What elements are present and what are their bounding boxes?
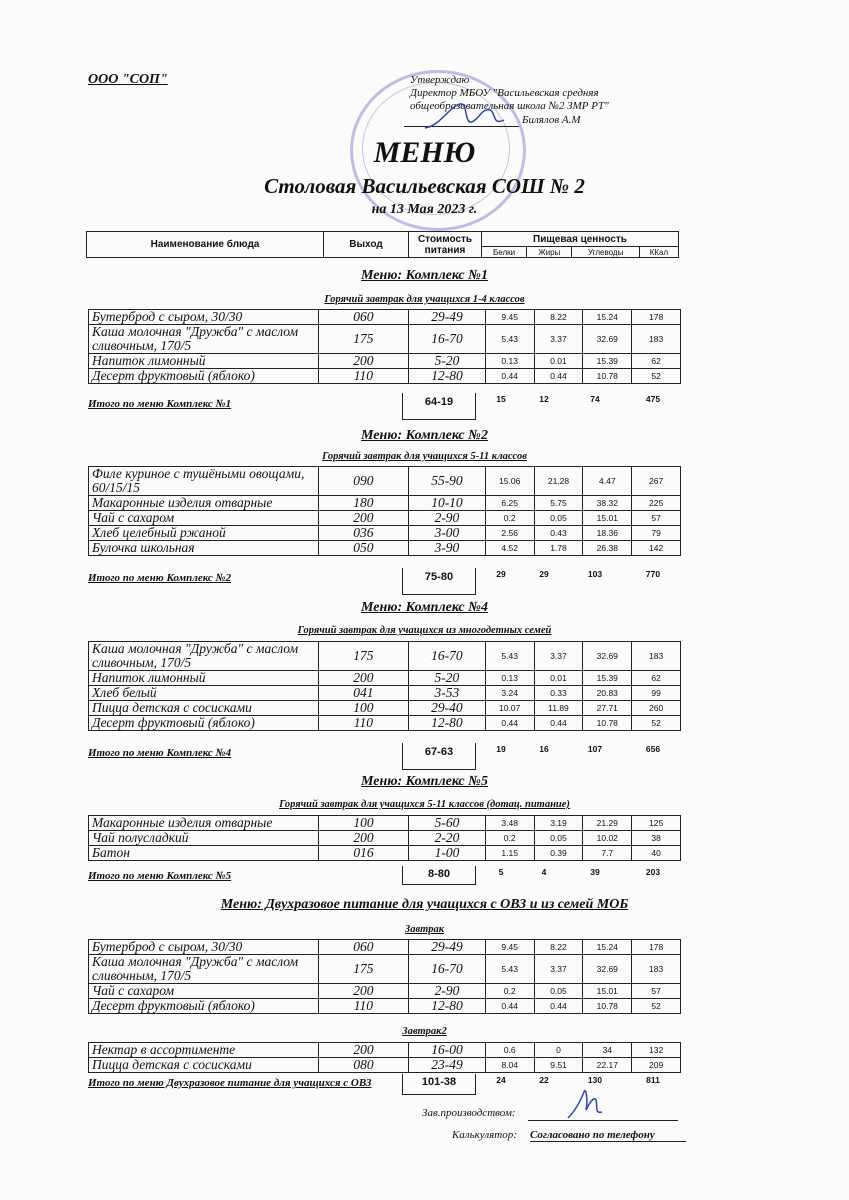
total-cost: 8-80 <box>402 866 476 885</box>
dish-protein: 0.2 <box>485 511 534 526</box>
menu-table-2 <box>88 1042 681 1073</box>
dish-kcal: 142 <box>632 541 681 556</box>
dish-name: Чай с сахаром <box>89 511 319 526</box>
table-row <box>89 467 681 496</box>
dish-cost: 23-49 <box>409 1058 486 1073</box>
dish-kcal: 225 <box>632 496 681 511</box>
dish-protein: 0.13 <box>485 671 534 686</box>
dish-carbs: 18.36 <box>583 526 632 541</box>
dish-name: Макаронные изделия отварные <box>89 496 319 511</box>
header-fat: Жиры <box>527 247 572 258</box>
dish-carbs: 26.38 <box>583 541 632 556</box>
dish-fat: 0.39 <box>534 846 583 861</box>
header-protein: Белки <box>482 247 527 258</box>
dish-fat: 11.89 <box>534 701 583 716</box>
dish-fat: 0.44 <box>534 369 583 384</box>
header-nutrition: Пищевая ценность <box>482 232 679 247</box>
dish-protein: 5.43 <box>485 642 534 671</box>
total-kcal: 811 <box>646 1075 660 1085</box>
dish-yield: 175 <box>318 642 408 671</box>
dish-carbs: 27.71 <box>583 701 632 716</box>
table-row <box>89 999 681 1014</box>
total-protein: 19 <box>496 744 506 754</box>
dish-cost: 29-40 <box>409 701 486 716</box>
table-row <box>89 701 681 716</box>
dish-fat: 3.19 <box>534 816 583 831</box>
dish-yield: 110 <box>318 999 408 1014</box>
dish-name: Напиток лимонный <box>89 354 319 369</box>
dish-name: Бутерброд с сыром, 30/30 <box>89 310 319 325</box>
total-kcal: 656 <box>645 744 661 754</box>
table-row <box>89 831 681 846</box>
dish-kcal: 125 <box>632 816 681 831</box>
dish-cost: 16-70 <box>409 325 486 354</box>
dish-cost: 29-49 <box>409 310 486 325</box>
dish-name: Булочка школьная <box>89 541 319 556</box>
dish-name: Хлеб целебный ржаной <box>89 526 319 541</box>
dish-kcal: 57 <box>632 511 681 526</box>
dish-yield: 060 <box>318 310 408 325</box>
dish-yield: 036 <box>318 526 408 541</box>
total-cost: 75-80 <box>402 568 476 595</box>
dish-name: Пицца детская с сосисками <box>89 1058 319 1073</box>
dish-fat: 9.51 <box>534 1058 583 1073</box>
table-row <box>89 955 681 984</box>
menu-table <box>88 815 681 861</box>
dish-protein: 8.04 <box>485 1058 534 1073</box>
total-label: Итого по меню Комплекс №1 <box>88 398 232 410</box>
section-subtitle: Горячий завтрак для учащихся 1-4 классов <box>324 294 525 305</box>
dish-protein: 5.43 <box>485 955 534 984</box>
dish-name: Хлеб белый <box>89 686 319 701</box>
table-row <box>89 310 681 325</box>
dish-cost: 5-60 <box>409 816 486 831</box>
dish-cost: 10-10 <box>409 496 486 511</box>
total-fat: 16 <box>539 744 549 754</box>
total-label: Итого по меню Комплекс №4 <box>88 747 232 759</box>
total-protein: 29 <box>496 569 506 579</box>
section-subtitle: Горячий завтрак для учащихся 5-11 классов <box>322 451 527 462</box>
dish-carbs: 7.7 <box>583 846 632 861</box>
dish-cost: 29-49 <box>409 940 486 955</box>
total-protein: 24 <box>496 1075 506 1085</box>
dish-name: Макаронные изделия отварные <box>89 816 319 831</box>
dish-fat: 0.05 <box>534 831 583 846</box>
dish-protein: 4.52 <box>485 541 534 556</box>
dish-kcal: 99 <box>632 686 681 701</box>
dish-protein: 0.6 <box>485 1043 534 1058</box>
dish-fat: 0.44 <box>534 999 583 1014</box>
dish-yield: 200 <box>318 1043 408 1058</box>
dish-carbs: 10.78 <box>583 999 632 1014</box>
dish-yield: 110 <box>318 716 408 731</box>
section-subtitle-2: Завтрак2 <box>402 1026 447 1037</box>
total-fat: 22 <box>539 1075 549 1085</box>
header-cost: Стоимость питания <box>409 232 482 258</box>
dish-carbs: 20.83 <box>583 686 632 701</box>
dish-protein: 0.44 <box>485 716 534 731</box>
dish-kcal: 183 <box>632 955 681 984</box>
dish-name: Пицца детская с сосисками <box>89 701 319 716</box>
total-carbs: 74 <box>590 394 600 404</box>
dish-carbs: 15.01 <box>583 984 632 999</box>
dish-fat: 0.43 <box>534 526 583 541</box>
dish-fat: 3.37 <box>534 642 583 671</box>
dish-kcal: 79 <box>632 526 681 541</box>
production-manager-label: Зав.производством: <box>422 1107 516 1119</box>
dish-yield: 200 <box>318 831 408 846</box>
dish-fat: 0.01 <box>534 671 583 686</box>
table-row <box>89 686 681 701</box>
dish-protein: 3.48 <box>485 816 534 831</box>
dish-fat: 8.22 <box>534 940 583 955</box>
total-kcal: 475 <box>645 394 661 404</box>
dish-fat: 8.22 <box>534 310 583 325</box>
school-name: Столовая Васильевская СОШ № 2 <box>264 174 585 198</box>
dish-cost: 3-90 <box>409 541 486 556</box>
total-carbs: 107 <box>587 744 603 754</box>
director-name: Билялов А.М <box>522 114 581 126</box>
dish-protein: 0.44 <box>485 999 534 1014</box>
dish-cost: 3-53 <box>409 686 486 701</box>
dish-kcal: 183 <box>632 325 681 354</box>
total-carbs: 39 <box>590 867 600 877</box>
table-row <box>89 369 681 384</box>
total-fat: 29 <box>539 569 549 579</box>
dish-protein: 3.24 <box>485 686 534 701</box>
dish-carbs: 21.29 <box>583 816 632 831</box>
dish-fat: 1.78 <box>534 541 583 556</box>
dish-yield: 016 <box>318 846 408 861</box>
dish-carbs: 15.24 <box>583 310 632 325</box>
dish-carbs: 15.39 <box>583 671 632 686</box>
total-protein: 15 <box>496 394 506 404</box>
header-yield: Выход <box>324 232 409 258</box>
dish-protein: 6.25 <box>485 496 534 511</box>
dish-name: Батон <box>89 846 319 861</box>
dish-name: Напиток лимонный <box>89 671 319 686</box>
total-cost: 64-19 <box>402 393 476 420</box>
header-kcal: ККал <box>639 247 678 258</box>
dish-kcal: 52 <box>632 369 681 384</box>
dish-carbs: 32.69 <box>583 955 632 984</box>
dish-protein: 9.45 <box>485 940 534 955</box>
dish-fat: 21.28 <box>534 467 583 496</box>
dish-kcal: 52 <box>632 999 681 1014</box>
dish-yield: 041 <box>318 686 408 701</box>
dish-cost: 55-90 <box>409 467 486 496</box>
total-fat: 12 <box>539 394 549 404</box>
total-protein: 5 <box>498 867 504 877</box>
table-row <box>89 1058 681 1073</box>
calculator-label: Калькулятор: <box>452 1129 517 1141</box>
dish-name: Десерт фруктовый (яблоко) <box>89 716 319 731</box>
approval-line-3: общеобразовательная школа №2 ЗМР РТ" <box>410 100 609 112</box>
dish-kcal: 178 <box>632 310 681 325</box>
table-row <box>89 496 681 511</box>
dish-protein: 2.56 <box>485 526 534 541</box>
dish-protein: 10.07 <box>485 701 534 716</box>
dish-cost: 12-80 <box>409 369 486 384</box>
director-signature-icon <box>420 96 510 136</box>
dish-yield: 200 <box>318 511 408 526</box>
dish-cost: 12-80 <box>409 716 486 731</box>
section-title: Меню: Комплекс №2 <box>361 428 488 443</box>
dish-carbs: 38.32 <box>583 496 632 511</box>
dish-carbs: 15.24 <box>583 940 632 955</box>
total-fat: 4 <box>541 867 547 877</box>
dish-protein: 9.45 <box>485 310 534 325</box>
dish-carbs: 10.02 <box>583 831 632 846</box>
total-carbs: 103 <box>587 569 603 579</box>
dish-fat: 0.44 <box>534 716 583 731</box>
dish-name: Десерт фруктовый (яблоко) <box>89 369 319 384</box>
section-title: Меню: Комплекс №4 <box>361 600 488 615</box>
dish-yield: 100 <box>318 816 408 831</box>
production-signature-icon <box>560 1082 610 1124</box>
dish-yield: 110 <box>318 369 408 384</box>
dish-carbs: 22.17 <box>583 1058 632 1073</box>
dish-kcal: 260 <box>632 701 681 716</box>
dish-protein: 15.06 <box>485 467 534 496</box>
header-carbs: Углеводы <box>572 247 640 258</box>
dish-cost: 2-20 <box>409 831 486 846</box>
dish-yield: 050 <box>318 541 408 556</box>
dish-protein: 0.13 <box>485 354 534 369</box>
total-kcal: 770 <box>645 569 661 579</box>
dish-kcal: 52 <box>632 716 681 731</box>
table-row <box>89 511 681 526</box>
dish-cost: 2-90 <box>409 984 486 999</box>
dish-name: Каша молочная "Дружба" с маслом сливочным, 170/5 <box>89 325 319 354</box>
dish-cost: 1-00 <box>409 846 486 861</box>
page-title: МЕНЮ <box>373 136 476 169</box>
total-kcal: 203 <box>645 867 661 877</box>
dish-protein: 5.43 <box>485 325 534 354</box>
section-title: Меню: Комплекс №5 <box>361 774 488 789</box>
menu-date: на 13 Мая 2023 г. <box>371 202 478 217</box>
calculator-value: Согласовано по телефону <box>530 1129 686 1142</box>
dish-name: Бутерброд с сыром, 30/30 <box>89 940 319 955</box>
dish-fat: 0 <box>534 1043 583 1058</box>
section-title: Меню: Двухразовое питание для учащихся с ОВЗ и из семей МОБ <box>220 897 629 912</box>
dish-kcal: 209 <box>632 1058 681 1073</box>
dish-name: Филе куриное с тушёными овощами, 60/15/15 <box>89 467 319 496</box>
dish-fat: 3.37 <box>534 325 583 354</box>
dish-kcal: 38 <box>632 831 681 846</box>
dish-yield: 200 <box>318 354 408 369</box>
table-row <box>89 354 681 369</box>
dish-kcal: 57 <box>632 984 681 999</box>
table-row <box>89 984 681 999</box>
dish-protein: 0.2 <box>485 831 534 846</box>
approval-line-2: Директор МБОУ "Васильевская средняя <box>410 87 599 99</box>
menu-table <box>88 309 681 384</box>
dish-fat: 0.05 <box>534 511 583 526</box>
total-cost: 101-38 <box>402 1074 476 1095</box>
total-label: Итого по меню Комплекс №5 <box>88 870 232 882</box>
column-header-table <box>86 231 679 258</box>
table-row <box>89 816 681 831</box>
dish-yield: 175 <box>318 955 408 984</box>
dish-cost: 12-80 <box>409 999 486 1014</box>
menu-table <box>88 466 681 556</box>
section-subtitle: Завтрак <box>404 924 445 935</box>
dish-kcal: 132 <box>632 1043 681 1058</box>
table-row <box>89 716 681 731</box>
dish-yield: 200 <box>318 984 408 999</box>
approval-line-1: Утверждаю <box>410 74 470 86</box>
table-row <box>89 671 681 686</box>
dish-protein: 1.15 <box>485 846 534 861</box>
table-row <box>89 526 681 541</box>
table-row <box>89 541 681 556</box>
dish-yield: 180 <box>318 496 408 511</box>
total-carbs: 130 <box>587 1075 603 1085</box>
dish-carbs: 15.39 <box>583 354 632 369</box>
organization-name: ООО "СОП" <box>88 72 168 87</box>
table-row <box>89 325 681 354</box>
dish-carbs: 10.78 <box>583 716 632 731</box>
dish-kcal: 40 <box>632 846 681 861</box>
dish-yield: 200 <box>318 671 408 686</box>
table-row <box>89 940 681 955</box>
dish-fat: 3.37 <box>534 955 583 984</box>
section-subtitle: Горячий завтрак для учащихся из многодетных семей <box>297 625 552 636</box>
dish-kcal: 62 <box>632 354 681 369</box>
dish-protein: 0.2 <box>485 984 534 999</box>
dish-yield: 175 <box>318 325 408 354</box>
dish-cost: 16-70 <box>409 642 486 671</box>
section-subtitle: Горячий завтрак для учащихся 5-11 классов (дотац. питание) <box>279 799 570 810</box>
dish-carbs: 32.69 <box>583 325 632 354</box>
table-row <box>89 846 681 861</box>
dish-carbs: 4.47 <box>583 467 632 496</box>
dish-cost: 5-20 <box>409 354 486 369</box>
dish-carbs: 10.78 <box>583 369 632 384</box>
menu-table <box>88 939 681 1014</box>
dish-cost: 5-20 <box>409 671 486 686</box>
dish-name: Десерт фруктовый (яблоко) <box>89 999 319 1014</box>
dish-fat: 5.75 <box>534 496 583 511</box>
dish-kcal: 267 <box>632 467 681 496</box>
dish-yield: 060 <box>318 940 408 955</box>
dish-name: Каша молочная "Дружба" с маслом сливочным, 170/5 <box>89 955 319 984</box>
dish-carbs: 34 <box>583 1043 632 1058</box>
total-label: Итого по меню Двухразовое питание для учащихся с ОВЗ <box>88 1077 372 1089</box>
dish-cost: 16-70 <box>409 955 486 984</box>
dish-carbs: 32.69 <box>583 642 632 671</box>
dish-name: Чай с сахаром <box>89 984 319 999</box>
dish-name: Каша молочная "Дружба" с маслом сливочным, 170/5 <box>89 642 319 671</box>
total-label: Итого по меню Комплекс №2 <box>88 572 232 584</box>
dish-yield: 080 <box>318 1058 408 1073</box>
dish-cost: 16-00 <box>409 1043 486 1058</box>
dish-carbs: 15.01 <box>583 511 632 526</box>
table-row <box>89 1043 681 1058</box>
dish-name: Чай полусладкий <box>89 831 319 846</box>
dish-kcal: 62 <box>632 671 681 686</box>
total-cost: 67-63 <box>402 743 476 770</box>
dish-kcal: 183 <box>632 642 681 671</box>
dish-yield: 100 <box>318 701 408 716</box>
dish-fat: 0.33 <box>534 686 583 701</box>
dish-protein: 0.44 <box>485 369 534 384</box>
section-title: Меню: Комплекс №1 <box>361 268 488 283</box>
dish-cost: 2-90 <box>409 511 486 526</box>
table-row <box>89 642 681 671</box>
dish-yield: 090 <box>318 467 408 496</box>
dish-kcal: 178 <box>632 940 681 955</box>
dish-fat: 0.01 <box>534 354 583 369</box>
dish-name: Нектар в ассортименте <box>89 1043 319 1058</box>
menu-table <box>88 641 681 731</box>
dish-cost: 3-00 <box>409 526 486 541</box>
header-name: Наименование блюда <box>87 232 324 258</box>
dish-fat: 0.05 <box>534 984 583 999</box>
